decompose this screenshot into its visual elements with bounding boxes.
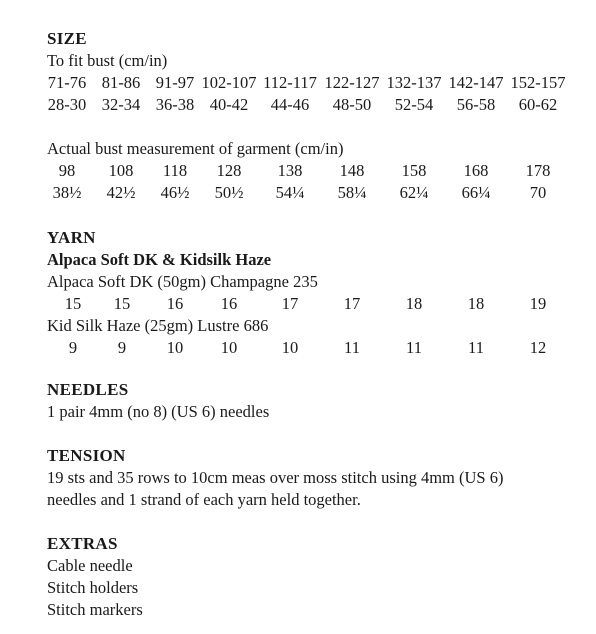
actual-in-cell: 42½ <box>106 183 136 202</box>
yarn2-quantity-cell: 10 <box>281 338 299 357</box>
actual-in-cell: 66¼ <box>461 183 491 202</box>
actual-bust-label: Actual bust measurement of garment (cm/in) <box>47 139 344 158</box>
yarn1-quantity-cell: 15 <box>64 294 82 313</box>
actual-in-cell: 38½ <box>52 183 82 202</box>
actual-cm-cell: 138 <box>277 161 303 180</box>
yarn2-quantity-cell: 10 <box>166 338 184 357</box>
actual-in-cell: 46½ <box>160 183 190 202</box>
to-fit-cm-cell: 91-97 <box>155 73 195 92</box>
to-fit-in-cell: 52-54 <box>394 95 434 114</box>
to-fit-cm-cell: 81-86 <box>101 73 141 92</box>
tension-text-line1: 19 sts and 35 rows to 10cm meas over moss stitch using 4mm (US 6) <box>47 468 504 487</box>
extras-heading: EXTRAS <box>47 534 118 553</box>
yarn2-quantity-cell: 12 <box>529 338 547 357</box>
actual-in-cell: 70 <box>529 183 547 202</box>
to-fit-label: To fit bust (cm/in) <box>47 51 168 70</box>
to-fit-in-cell: 32-34 <box>101 95 141 114</box>
extras-item: Cable needle <box>47 556 133 575</box>
to-fit-cm-cell: 122-127 <box>324 73 380 92</box>
to-fit-in-cell: 48-50 <box>332 95 372 114</box>
actual-in-cell: 50½ <box>214 183 244 202</box>
size-heading: SIZE <box>47 29 87 48</box>
actual-cm-cell: 178 <box>525 161 551 180</box>
tension-heading: TENSION <box>47 446 126 465</box>
to-fit-cm-cell: 102-107 <box>201 73 257 92</box>
yarn1-quantity-row <box>0 294 596 314</box>
tension-text-line2: needles and 1 strand of each yarn held together. <box>47 490 361 509</box>
yarn2-quantity-row <box>0 338 596 358</box>
actual-cm-cell: 118 <box>162 161 188 180</box>
to-fit-in-cell: 44-46 <box>270 95 310 114</box>
to-fit-cm-cell: 71-76 <box>47 73 87 92</box>
yarn1-quantity-cell: 19 <box>529 294 547 313</box>
yarn2-quantity-cell: 9 <box>68 338 78 357</box>
yarn2-quantity-cell: 10 <box>220 338 238 357</box>
yarn1-quantity-cell: 16 <box>220 294 238 313</box>
actual-cm-cell: 168 <box>463 161 489 180</box>
yarn2-quantity-cell: 11 <box>406 338 422 357</box>
actual-cm-cell: 158 <box>401 161 427 180</box>
yarn1-quantity-cell: 18 <box>467 294 485 313</box>
needles-text: 1 pair 4mm (no 8) (US 6) needles <box>47 402 270 421</box>
yarn-subheading: Alpaca Soft DK & Kidsilk Haze <box>47 250 272 269</box>
to-fit-in-cell: 40-42 <box>209 95 249 114</box>
actual-cm-cell: 148 <box>339 161 365 180</box>
to-fit-cm-row <box>0 73 596 93</box>
yarn2-quantity-cell: 11 <box>344 338 360 357</box>
yarn1-quantity-cell: 16 <box>166 294 184 313</box>
yarn-heading: YARN <box>47 228 96 247</box>
to-fit-cm-cell: 142-147 <box>448 73 504 92</box>
extras-item: Stitch holders <box>47 578 139 597</box>
actual-in-cell: 58¼ <box>337 183 367 202</box>
actual-cm-cell: 128 <box>216 161 242 180</box>
to-fit-cm-cell: 152-157 <box>510 73 566 92</box>
to-fit-in-cell: 28-30 <box>47 95 87 114</box>
actual-in-row <box>0 183 596 203</box>
to-fit-in-row <box>0 95 596 115</box>
actual-cm-cell: 98 <box>58 161 76 180</box>
actual-cm-cell: 108 <box>108 161 134 180</box>
yarn1-quantity-cell: 17 <box>343 294 361 313</box>
extras-item: Stitch markers <box>47 600 143 619</box>
yarn2-quantity-cell: 9 <box>117 338 127 357</box>
yarn1-label: Alpaca Soft DK (50gm) Champagne 235 <box>47 272 318 291</box>
actual-in-cell: 54¼ <box>275 183 305 202</box>
actual-cm-row <box>0 161 596 181</box>
to-fit-in-cell: 36-38 <box>155 95 195 114</box>
yarn2-label: Kid Silk Haze (25gm) Lustre 686 <box>47 316 269 335</box>
to-fit-cm-cell: 112-117 <box>263 73 317 92</box>
actual-in-cell: 62¼ <box>399 183 429 202</box>
yarn1-quantity-cell: 15 <box>113 294 131 313</box>
yarn1-quantity-cell: 17 <box>281 294 299 313</box>
yarn2-quantity-cell: 11 <box>468 338 484 357</box>
to-fit-cm-cell: 132-137 <box>386 73 442 92</box>
needles-heading: NEEDLES <box>47 380 129 399</box>
to-fit-in-cell: 56-58 <box>456 95 496 114</box>
yarn1-quantity-cell: 18 <box>405 294 423 313</box>
to-fit-in-cell: 60-62 <box>518 95 558 114</box>
